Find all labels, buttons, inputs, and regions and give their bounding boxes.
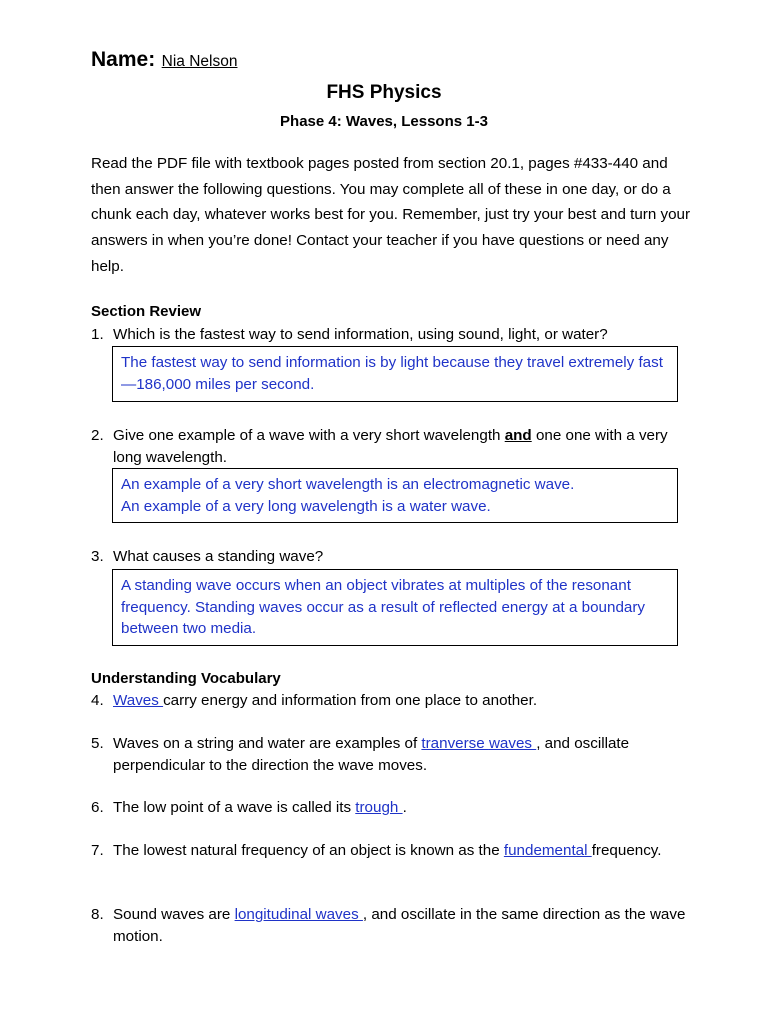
answer-line: An example of a very long wavelength is a water wave.	[121, 497, 491, 515]
question-number: 8.	[91, 906, 104, 923]
section-review-heading: Section Review	[91, 303, 202, 320]
question-8	[91, 904, 691, 947]
question-text	[113, 425, 691, 468]
question-number: 1.	[91, 326, 104, 343]
instructions-paragraph: Read the PDF file with textbook pages posted from section 20.1, pages #433-440 and then answer the following questions. You may complete all of these in one day, or do a chunk each day, whatever works best for you. Remember, just try your best and turn your answers in when you’re done! Contact your teacher if you have questions or need any help.	[91, 155, 691, 275]
question-text-part: Waves on a string and water are examples of	[113, 735, 422, 752]
question-1	[91, 324, 691, 346]
question-text-part: Sound waves are	[113, 906, 235, 923]
question-2	[91, 425, 691, 468]
question-number: 7.	[91, 842, 104, 859]
question-number: 4.	[91, 692, 104, 709]
answer-box-1	[112, 346, 678, 402]
question-text-part: , and oscillate in the same direction as the wave motion.	[113, 906, 686, 945]
answer-box-3	[112, 569, 678, 646]
question-text: Which is the fastest way to send information, using sound, light, or water?	[113, 326, 608, 343]
question-text-part: one one with a very long wavelength.	[113, 427, 668, 466]
emphasis-and: and	[504, 427, 532, 444]
student-name: Nia Nelson	[161, 53, 238, 70]
fill-blank-answer: waves	[488, 735, 537, 752]
name-label: Name:	[91, 48, 156, 71]
question-text-part: The low point of a wave is called its	[113, 799, 356, 816]
question-text-part: carry energy and information from one place to another.	[163, 692, 538, 709]
page-title: FHS Physics	[326, 82, 442, 103]
question-text	[113, 690, 691, 712]
vocabulary-heading: Understanding Vocabulary	[91, 670, 281, 687]
question-text-part: Give one example of a wave with a very short wavelength	[113, 427, 505, 444]
question-text	[113, 797, 691, 819]
question-text-part: .	[402, 799, 407, 816]
question-number: 2.	[91, 427, 104, 444]
fill-blank-answer: longitudinal waves	[234, 906, 363, 923]
question-number: 3.	[91, 548, 104, 565]
question-text-part: frequency.	[591, 842, 662, 859]
question-5	[91, 733, 691, 776]
question-7	[91, 840, 691, 862]
question-3	[91, 546, 691, 568]
question-text	[113, 733, 691, 776]
question-text-part: , and oscillate perpendicular to the direction the wave moves.	[113, 735, 630, 774]
question-4	[91, 690, 691, 712]
name-row	[91, 48, 237, 72]
fill-blank-answer: Waves	[113, 692, 164, 709]
question-text: What causes a standing wave?	[113, 548, 324, 565]
fill-blank-answer: fundemental	[503, 842, 592, 859]
fill-blank-answer: tranverse	[421, 735, 489, 752]
answer-box-2	[112, 468, 678, 523]
question-6	[91, 797, 691, 819]
answer-text: A standing wave occurs when an object vibrates at multiples of the resonant frequency. Standing waves occur as a result of reflected energy at a boundary between two media.	[121, 577, 645, 637]
question-text	[113, 904, 691, 947]
question-number: 5.	[91, 735, 104, 752]
question-number: 6.	[91, 799, 104, 816]
page-subtitle: Phase 4: Waves, Lessons 1-3	[280, 113, 488, 130]
question-text-part: The lowest natural frequency of an object is known as the	[113, 842, 504, 859]
answer-text: The fastest way to send information is by light because they travel extremely fast—186,000 miles per second.	[121, 354, 663, 393]
answer-line: An example of a very short wavelength is an electromagnetic wave.	[121, 476, 575, 493]
fill-blank-answer: trough	[355, 799, 403, 816]
question-text	[113, 840, 691, 862]
